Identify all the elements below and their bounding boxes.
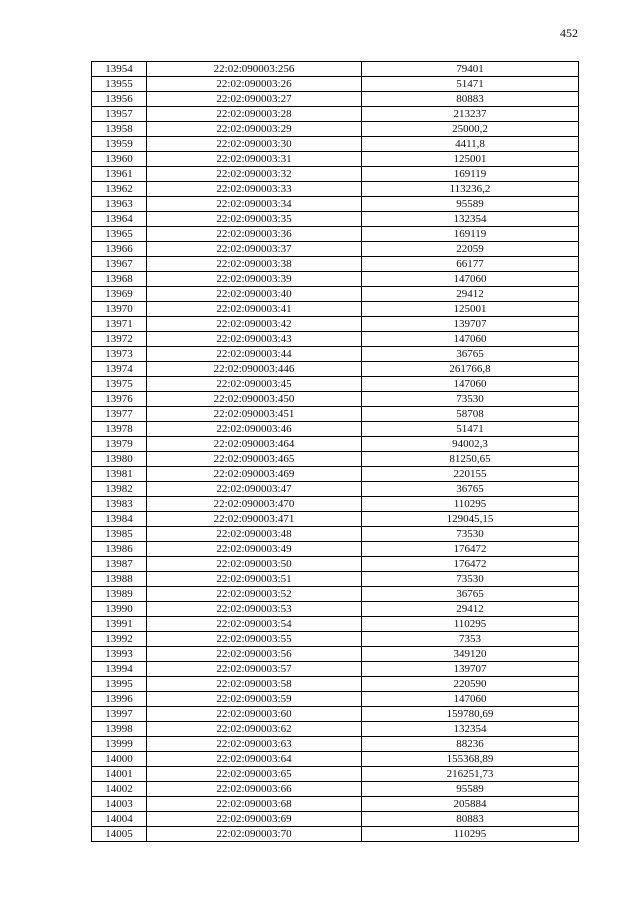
value-cell: 80883 — [362, 92, 579, 107]
table-row — [92, 227, 579, 242]
row-number-cell: 13968 — [92, 272, 147, 287]
cadastral-number-cell: 22:02:090003:49 — [147, 542, 362, 557]
cadastral-number-cell: 22:02:090003:57 — [147, 662, 362, 677]
value-cell: 73530 — [362, 392, 579, 407]
row-number-cell: 13991 — [92, 617, 147, 632]
value-cell: 216251,73 — [362, 767, 579, 782]
row-number-cell: 13981 — [92, 467, 147, 482]
row-number-cell: 13977 — [92, 407, 147, 422]
value-cell: 176472 — [362, 557, 579, 572]
value-cell: 110295 — [362, 617, 579, 632]
row-number-cell: 13993 — [92, 647, 147, 662]
value-cell: 94002,3 — [362, 437, 579, 452]
cadastral-number-cell: 22:02:090003:48 — [147, 527, 362, 542]
page-number: 452 — [560, 26, 578, 40]
table-row — [92, 392, 579, 407]
cadastral-number-cell: 22:02:090003:37 — [147, 242, 362, 257]
value-cell: 169119 — [362, 227, 579, 242]
row-number-cell: 13963 — [92, 197, 147, 212]
cadastral-number-cell: 22:02:090003:34 — [147, 197, 362, 212]
cadastral-number-cell: 22:02:090003:58 — [147, 677, 362, 692]
value-cell: 132354 — [362, 212, 579, 227]
cadastral-number-cell: 22:02:090003:29 — [147, 122, 362, 137]
value-cell: 155368,89 — [362, 752, 579, 767]
row-number-cell: 13992 — [92, 632, 147, 647]
cadastral-number-cell: 22:02:090003:56 — [147, 647, 362, 662]
cadastral-number-cell: 22:02:090003:45 — [147, 377, 362, 392]
cadastral-number-cell: 22:02:090003:42 — [147, 317, 362, 332]
table-row — [92, 317, 579, 332]
table-row — [92, 62, 579, 77]
table-row — [92, 137, 579, 152]
value-cell: 29412 — [362, 287, 579, 302]
table-row — [92, 752, 579, 767]
cadastral-number-cell: 22:02:090003:68 — [147, 797, 362, 812]
value-cell: 88236 — [362, 737, 579, 752]
value-cell: 125001 — [362, 152, 579, 167]
value-cell: 220155 — [362, 467, 579, 482]
value-cell: 132354 — [362, 722, 579, 737]
cadastral-number-cell: 22:02:090003:53 — [147, 602, 362, 617]
cadastral-number-cell: 22:02:090003:35 — [147, 212, 362, 227]
table-row — [92, 587, 579, 602]
row-number-cell: 13966 — [92, 242, 147, 257]
table-row — [92, 767, 579, 782]
value-cell: 129045,15 — [362, 512, 579, 527]
value-cell: 4411,8 — [362, 137, 579, 152]
value-cell: 73530 — [362, 572, 579, 587]
table-row — [92, 677, 579, 692]
row-number-cell: 13980 — [92, 452, 147, 467]
row-number-cell: 13974 — [92, 362, 147, 377]
table-row — [92, 347, 579, 362]
table-row — [92, 527, 579, 542]
value-cell: 139707 — [362, 317, 579, 332]
row-number-cell: 13976 — [92, 392, 147, 407]
cadastral-number-cell: 22:02:090003:55 — [147, 632, 362, 647]
value-cell: 147060 — [362, 692, 579, 707]
row-number-cell: 14001 — [92, 767, 147, 782]
row-number-cell: 14003 — [92, 797, 147, 812]
row-number-cell: 13962 — [92, 182, 147, 197]
cadastral-number-cell: 22:02:090003:40 — [147, 287, 362, 302]
table-row — [92, 452, 579, 467]
value-cell: 95589 — [362, 782, 579, 797]
cadastral-number-cell: 22:02:090003:450 — [147, 392, 362, 407]
table-row — [92, 257, 579, 272]
value-cell: 29412 — [362, 602, 579, 617]
table-row — [92, 542, 579, 557]
row-number-cell: 13979 — [92, 437, 147, 452]
row-number-cell: 14000 — [92, 752, 147, 767]
table-row — [92, 737, 579, 752]
table-row — [92, 407, 579, 422]
table-row — [92, 632, 579, 647]
row-number-cell: 13965 — [92, 227, 147, 242]
value-cell: 205884 — [362, 797, 579, 812]
value-cell: 7353 — [362, 632, 579, 647]
row-number-cell: 13967 — [92, 257, 147, 272]
value-cell: 81250,65 — [362, 452, 579, 467]
row-number-cell: 13994 — [92, 662, 147, 677]
table-row — [92, 242, 579, 257]
table-row — [92, 722, 579, 737]
value-cell: 139707 — [362, 662, 579, 677]
value-cell: 176472 — [362, 542, 579, 557]
row-number-cell: 13983 — [92, 497, 147, 512]
cadastral-number-cell: 22:02:090003:30 — [147, 137, 362, 152]
row-number-cell: 13978 — [92, 422, 147, 437]
cadastral-number-cell: 22:02:090003:31 — [147, 152, 362, 167]
value-cell: 159780,69 — [362, 707, 579, 722]
table-row — [92, 497, 579, 512]
value-cell: 213237 — [362, 107, 579, 122]
table-row — [92, 707, 579, 722]
row-number-cell: 13964 — [92, 212, 147, 227]
value-cell: 147060 — [362, 377, 579, 392]
row-number-cell: 13995 — [92, 677, 147, 692]
row-number-cell: 13960 — [92, 152, 147, 167]
row-number-cell: 13969 — [92, 287, 147, 302]
cadastral-number-cell: 22:02:090003:64 — [147, 752, 362, 767]
cadastral-number-cell: 22:02:090003:451 — [147, 407, 362, 422]
row-number-cell: 13998 — [92, 722, 147, 737]
row-number-cell: 13970 — [92, 302, 147, 317]
cadastral-number-cell: 22:02:090003:65 — [147, 767, 362, 782]
cadastral-number-cell: 22:02:090003:36 — [147, 227, 362, 242]
cadastral-number-cell: 22:02:090003:256 — [147, 62, 362, 77]
table-row — [92, 812, 579, 827]
row-number-cell: 13987 — [92, 557, 147, 572]
row-number-cell: 13973 — [92, 347, 147, 362]
cadastral-number-cell: 22:02:090003:43 — [147, 332, 362, 347]
table-row — [92, 197, 579, 212]
cadastral-number-cell: 22:02:090003:46 — [147, 422, 362, 437]
cadastral-number-cell: 22:02:090003:59 — [147, 692, 362, 707]
row-number-cell: 13999 — [92, 737, 147, 752]
table-row — [92, 437, 579, 452]
table-row — [92, 512, 579, 527]
value-cell: 73530 — [362, 527, 579, 542]
cadastral-number-cell: 22:02:090003:44 — [147, 347, 362, 362]
cadastral-number-cell: 22:02:090003:27 — [147, 92, 362, 107]
table-row — [92, 377, 579, 392]
table-row — [92, 167, 579, 182]
row-number-cell: 13958 — [92, 122, 147, 137]
value-cell: 110295 — [362, 827, 579, 842]
value-cell: 66177 — [362, 257, 579, 272]
row-number-cell: 13971 — [92, 317, 147, 332]
cadastral-number-cell: 22:02:090003:26 — [147, 77, 362, 92]
table-row — [92, 572, 579, 587]
row-number-cell: 13975 — [92, 377, 147, 392]
value-cell: 51471 — [362, 77, 579, 92]
row-number-cell: 13956 — [92, 92, 147, 107]
table-row — [92, 332, 579, 347]
row-number-cell: 13957 — [92, 107, 147, 122]
cadastral-number-cell: 22:02:090003:471 — [147, 512, 362, 527]
table-row — [92, 302, 579, 317]
cadastral-number-cell: 22:02:090003:28 — [147, 107, 362, 122]
value-cell: 110295 — [362, 497, 579, 512]
value-cell: 113236,2 — [362, 182, 579, 197]
table-row — [92, 602, 579, 617]
cadastral-number-cell: 22:02:090003:54 — [147, 617, 362, 632]
value-cell: 51471 — [362, 422, 579, 437]
cadastral-number-cell: 22:02:090003:446 — [147, 362, 362, 377]
table-row — [92, 827, 579, 842]
row-number-cell: 13997 — [92, 707, 147, 722]
cadastral-number-cell: 22:02:090003:51 — [147, 572, 362, 587]
table-row — [92, 647, 579, 662]
row-number-cell: 14004 — [92, 812, 147, 827]
cadastral-number-cell: 22:02:090003:41 — [147, 302, 362, 317]
cadastral-number-cell: 22:02:090003:39 — [147, 272, 362, 287]
value-cell: 36765 — [362, 482, 579, 497]
cadastral-number-cell: 22:02:090003:50 — [147, 557, 362, 572]
table-row — [92, 152, 579, 167]
cadastral-value-table — [91, 61, 579, 842]
row-number-cell: 13990 — [92, 602, 147, 617]
cadastral-number-cell: 22:02:090003:469 — [147, 467, 362, 482]
cadastral-number-cell: 22:02:090003:470 — [147, 497, 362, 512]
value-cell: 147060 — [362, 332, 579, 347]
row-number-cell: 13972 — [92, 332, 147, 347]
table-row — [92, 107, 579, 122]
cadastral-number-cell: 22:02:090003:464 — [147, 437, 362, 452]
row-number-cell: 13996 — [92, 692, 147, 707]
cadastral-number-cell: 22:02:090003:69 — [147, 812, 362, 827]
row-number-cell: 13961 — [92, 167, 147, 182]
table-row — [92, 212, 579, 227]
table-row — [92, 782, 579, 797]
row-number-cell: 13954 — [92, 62, 147, 77]
cadastral-number-cell: 22:02:090003:60 — [147, 707, 362, 722]
table-row — [92, 617, 579, 632]
value-cell: 261766,8 — [362, 362, 579, 377]
table-row — [92, 662, 579, 677]
value-cell: 36765 — [362, 587, 579, 602]
value-cell: 169119 — [362, 167, 579, 182]
table-row — [92, 182, 579, 197]
row-number-cell: 13989 — [92, 587, 147, 602]
table-row — [92, 77, 579, 92]
table-row — [92, 362, 579, 377]
value-cell: 58708 — [362, 407, 579, 422]
value-cell: 125001 — [362, 302, 579, 317]
cadastral-number-cell: 22:02:090003:62 — [147, 722, 362, 737]
table-row — [92, 287, 579, 302]
value-cell: 79401 — [362, 62, 579, 77]
row-number-cell: 13988 — [92, 572, 147, 587]
cadastral-number-cell: 22:02:090003:47 — [147, 482, 362, 497]
cadastral-number-cell: 22:02:090003:63 — [147, 737, 362, 752]
value-cell: 36765 — [362, 347, 579, 362]
table-row — [92, 467, 579, 482]
cadastral-number-cell: 22:02:090003:38 — [147, 257, 362, 272]
row-number-cell: 13986 — [92, 542, 147, 557]
row-number-cell: 13982 — [92, 482, 147, 497]
row-number-cell: 13985 — [92, 527, 147, 542]
row-number-cell: 13959 — [92, 137, 147, 152]
cadastral-number-cell: 22:02:090003:33 — [147, 182, 362, 197]
table-row — [92, 482, 579, 497]
cadastral-number-cell: 22:02:090003:32 — [147, 167, 362, 182]
cadastral-number-cell: 22:02:090003:70 — [147, 827, 362, 842]
cadastral-number-cell: 22:02:090003:465 — [147, 452, 362, 467]
table-row — [92, 557, 579, 572]
row-number-cell: 13984 — [92, 512, 147, 527]
table-row — [92, 797, 579, 812]
value-cell: 147060 — [362, 272, 579, 287]
cadastral-number-cell: 22:02:090003:66 — [147, 782, 362, 797]
table-row — [92, 692, 579, 707]
row-number-cell: 14005 — [92, 827, 147, 842]
value-cell: 95589 — [362, 197, 579, 212]
value-cell: 22059 — [362, 242, 579, 257]
value-cell: 25000,2 — [362, 122, 579, 137]
value-cell: 349120 — [362, 647, 579, 662]
value-cell: 220590 — [362, 677, 579, 692]
row-number-cell: 14002 — [92, 782, 147, 797]
table-row — [92, 92, 579, 107]
value-cell: 80883 — [362, 812, 579, 827]
table-row — [92, 122, 579, 137]
row-number-cell: 13955 — [92, 77, 147, 92]
table-row — [92, 422, 579, 437]
cadastral-number-cell: 22:02:090003:52 — [147, 587, 362, 602]
table-row — [92, 272, 579, 287]
